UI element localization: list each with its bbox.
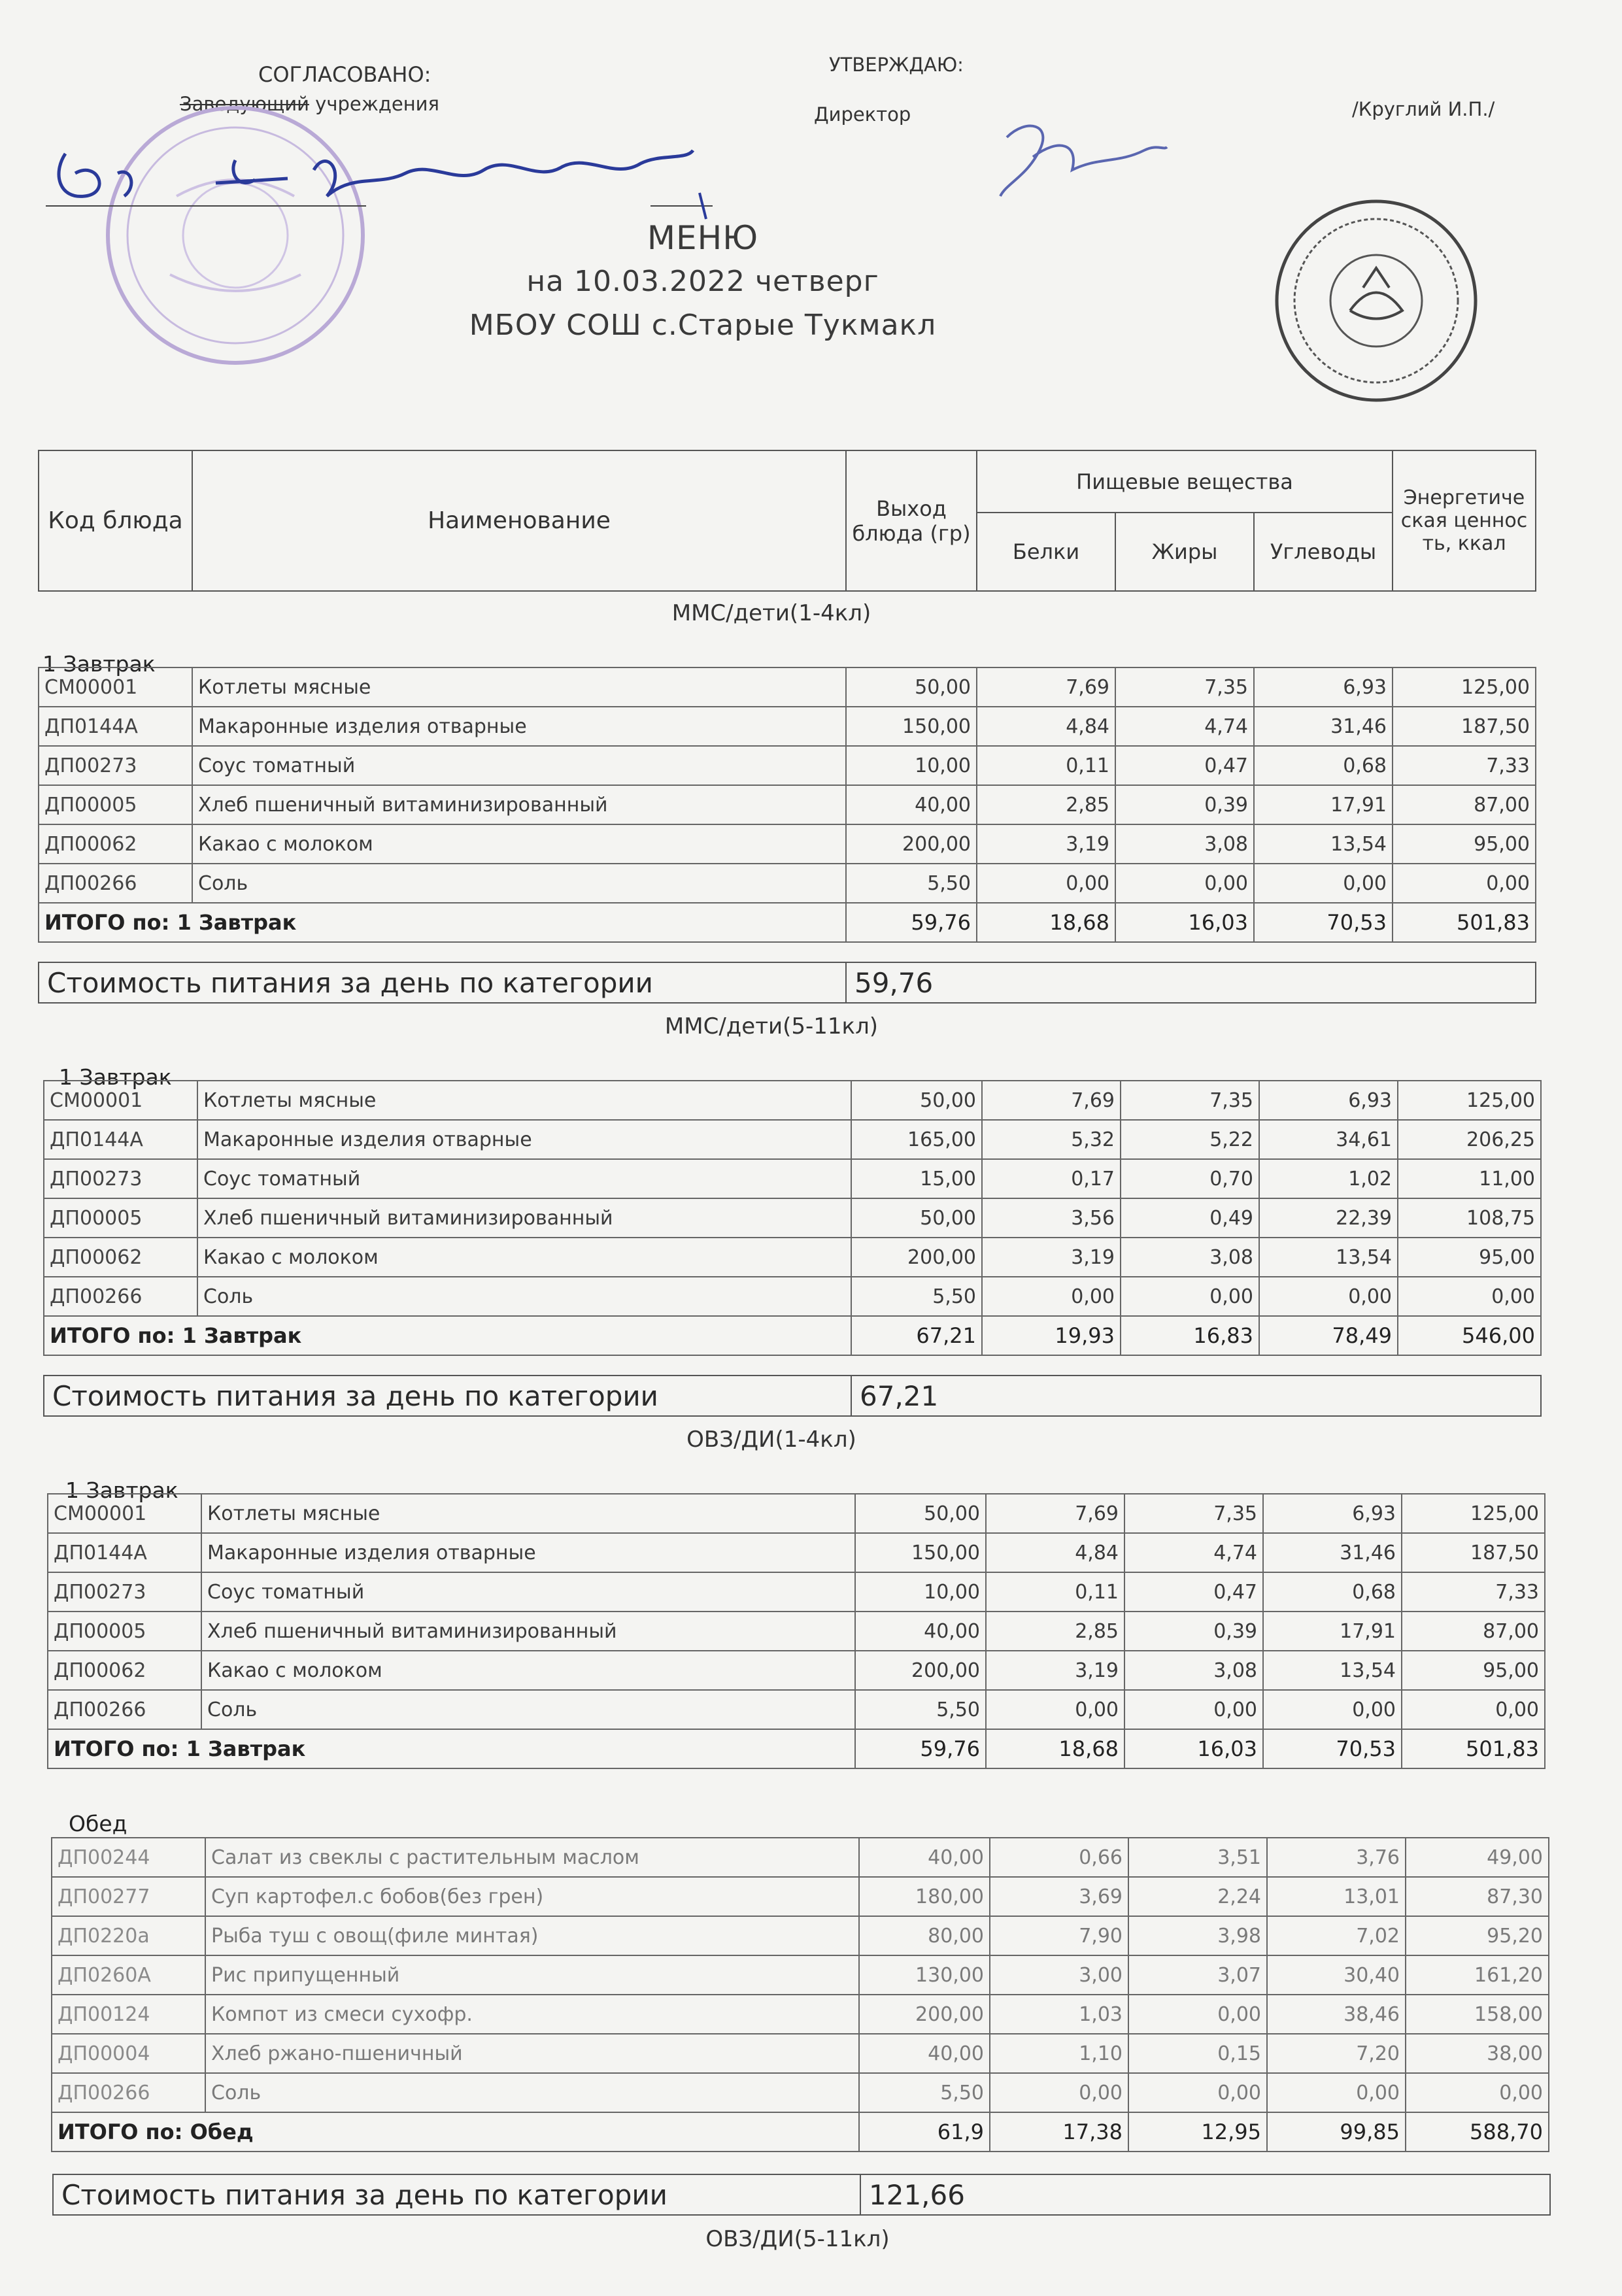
dish-yield: 50,00 [846, 667, 977, 707]
dish-carbs: 38,46 [1267, 1995, 1406, 2034]
total-label: ИТОГО по: 1 Завтрак [48, 1729, 855, 1768]
dish-code: ДП0144А [48, 1533, 201, 1572]
dish-energy: 108,75 [1398, 1198, 1541, 1238]
dish-name: Соль [201, 1690, 855, 1729]
total-row [48, 1729, 1545, 1768]
dish-protein: 4,84 [977, 707, 1115, 746]
dish-protein: 3,19 [977, 824, 1115, 864]
table-row [48, 1494, 1545, 1533]
dish-protein: 7,69 [982, 1081, 1121, 1120]
section-title: ОВЗ/ДИ(5-11кл) [705, 2226, 890, 2252]
dish-energy: 125,00 [1398, 1081, 1541, 1120]
dish-fat: 3,51 [1128, 1838, 1267, 1877]
dish-protein: 0,00 [986, 1690, 1124, 1729]
dish-carbs: 13,01 [1267, 1877, 1406, 1916]
dish-energy: 38,00 [1406, 2034, 1549, 2073]
dish-code: ДП00273 [44, 1159, 197, 1198]
total-fat: 16,03 [1124, 1729, 1263, 1768]
table-row [39, 707, 1536, 746]
table-row [48, 1651, 1545, 1690]
dish-protein: 0,11 [986, 1572, 1124, 1612]
director-signature [981, 111, 1170, 209]
dish-name: Соль [205, 2073, 859, 2112]
dish-yield: 50,00 [851, 1198, 982, 1238]
col-name: Наименование [192, 450, 846, 591]
dish-code: ДП00273 [39, 746, 192, 785]
dish-name: Рис припущенный [205, 1955, 859, 1995]
menu-block [51, 1837, 1549, 2152]
dish-fat: 7,35 [1115, 667, 1254, 707]
dish-name: Макаронные изделия отварные [192, 707, 846, 746]
cost-value: 59,76 [846, 962, 1536, 1003]
dish-fat: 0,47 [1124, 1572, 1263, 1612]
table-row [44, 1081, 1541, 1120]
dish-energy: 7,33 [1402, 1572, 1545, 1612]
dish-carbs: 22,39 [1259, 1198, 1398, 1238]
dish-fat: 3,08 [1124, 1651, 1263, 1690]
dish-protein: 1,10 [990, 2034, 1128, 2073]
dish-yield: 200,00 [846, 824, 977, 864]
dish-fat: 3,98 [1128, 1916, 1267, 1955]
dish-code: ДП00062 [48, 1651, 201, 1690]
column-header-table [38, 450, 1536, 592]
dish-protein: 3,69 [990, 1877, 1128, 1916]
dish-code: СМ00001 [44, 1081, 197, 1120]
dish-yield: 80,00 [859, 1916, 990, 1955]
dish-code: ДП00266 [39, 864, 192, 903]
dish-yield: 200,00 [855, 1651, 986, 1690]
dish-carbs: 31,46 [1263, 1533, 1402, 1572]
dish-protein: 0,00 [977, 864, 1115, 903]
dish-yield: 40,00 [855, 1612, 986, 1651]
dish-protein: 0,66 [990, 1838, 1128, 1877]
total-protein: 18,68 [986, 1729, 1124, 1768]
dish-name: Соль [197, 1277, 851, 1316]
dish-name: Соль [192, 864, 846, 903]
dish-energy: 7,33 [1393, 746, 1536, 785]
total-fat: 16,83 [1121, 1316, 1259, 1355]
dish-name: Макаронные изделия отварные [197, 1120, 851, 1159]
dish-carbs: 34,61 [1259, 1120, 1398, 1159]
dish-energy: 95,20 [1406, 1916, 1549, 1955]
col-nutrients: Пищевые вещества [977, 450, 1393, 513]
total-row [52, 2112, 1549, 2152]
dish-code: ДП00266 [52, 2073, 205, 2112]
col-protein: Белки [977, 513, 1115, 591]
head-word: Заведующий [180, 93, 309, 115]
dish-fat: 0,15 [1128, 2034, 1267, 2073]
dish-code: ДП0144А [39, 707, 192, 746]
dish-fat: 0,49 [1121, 1198, 1259, 1238]
dish-name: Какао с молоком [201, 1651, 855, 1690]
dish-code: СМ00001 [39, 667, 192, 707]
dish-code: ДП00005 [48, 1612, 201, 1651]
dish-energy: 206,25 [1398, 1120, 1541, 1159]
dish-name: Рыба туш с овощ(филе минтая) [205, 1916, 859, 1955]
dish-yield: 150,00 [855, 1533, 986, 1572]
approval-signature [39, 134, 713, 226]
dish-protein: 0,00 [982, 1277, 1121, 1316]
total-carbs: 70,53 [1254, 903, 1393, 942]
menu-title: МЕНЮ [647, 219, 759, 257]
table-row [52, 1877, 1549, 1916]
dish-fat: 4,74 [1124, 1533, 1263, 1572]
dish-yield: 10,00 [855, 1572, 986, 1612]
dish-fat: 5,22 [1121, 1120, 1259, 1159]
dish-code: ДП00004 [52, 2034, 205, 2073]
dish-protein: 0,11 [977, 746, 1115, 785]
dish-name: Котлеты мясные [201, 1494, 855, 1533]
dish-fat: 7,35 [1121, 1081, 1259, 1120]
dish-fat: 0,00 [1128, 1995, 1267, 2034]
dish-yield: 15,00 [851, 1159, 982, 1198]
total-label: ИТОГО по: 1 Завтрак [44, 1316, 851, 1355]
dish-carbs: 13,54 [1263, 1651, 1402, 1690]
dish-energy: 0,00 [1406, 2073, 1549, 2112]
dish-energy: 87,00 [1393, 785, 1536, 824]
institution-word: учреждения [315, 93, 439, 115]
dish-carbs: 1,02 [1259, 1159, 1398, 1198]
dish-code: ДП00005 [39, 785, 192, 824]
total-energy: 588,70 [1406, 2112, 1549, 2152]
dish-carbs: 0,68 [1254, 746, 1393, 785]
col-energy: Энергетическая ценность, ккал [1393, 450, 1536, 591]
dish-name: Хлеб ржано-пшеничный [205, 2034, 859, 2073]
dish-carbs: 30,40 [1267, 1955, 1406, 1995]
dish-fat: 2,24 [1128, 1877, 1267, 1916]
total-carbs: 78,49 [1259, 1316, 1398, 1355]
menu-block [47, 1493, 1546, 1769]
dish-carbs: 17,91 [1263, 1612, 1402, 1651]
cost-row [38, 962, 1536, 1004]
dish-carbs: 0,68 [1263, 1572, 1402, 1612]
dish-fat: 0,00 [1121, 1277, 1259, 1316]
dish-energy: 125,00 [1402, 1494, 1545, 1533]
dish-yield: 50,00 [855, 1494, 986, 1533]
cost-row [52, 2174, 1551, 2216]
dish-energy: 95,00 [1393, 824, 1536, 864]
dish-protein: 4,84 [986, 1533, 1124, 1572]
dish-yield: 5,50 [846, 864, 977, 903]
dish-carbs: 7,20 [1267, 2034, 1406, 2073]
dish-carbs: 13,54 [1254, 824, 1393, 864]
dish-code: ДП0144А [44, 1120, 197, 1159]
dish-code: ДП00062 [44, 1238, 197, 1277]
dish-name: Компот из смеси сухофр. [205, 1995, 859, 2034]
dish-protein: 3,00 [990, 1955, 1128, 1995]
dish-yield: 165,00 [851, 1120, 982, 1159]
dish-yield: 150,00 [846, 707, 977, 746]
dish-carbs: 0,00 [1254, 864, 1393, 903]
dish-code: ДП00244 [52, 1838, 205, 1877]
col-fat: Жиры [1115, 513, 1254, 591]
cost-label: Стоимость питания за день по категории [39, 962, 846, 1003]
dish-name: Салат из свеклы с растительным маслом [205, 1838, 859, 1877]
total-yield: 59,76 [846, 903, 977, 942]
dish-energy: 87,00 [1402, 1612, 1545, 1651]
meal-label: 1 Завтрак [65, 1477, 178, 1503]
dish-protein: 3,56 [982, 1198, 1121, 1238]
total-yield: 59,76 [855, 1729, 986, 1768]
dish-name: Котлеты мясные [197, 1081, 851, 1120]
dish-protein: 3,19 [982, 1238, 1121, 1277]
table-row [44, 1198, 1541, 1238]
dish-energy: 95,00 [1402, 1651, 1545, 1690]
agreed-label: СОГЛАСОВАНО: [258, 62, 431, 87]
cost-value: 67,21 [851, 1376, 1541, 1416]
dish-name: Какао с молоком [197, 1238, 851, 1277]
dish-fat: 3,08 [1115, 824, 1254, 864]
table-row [52, 1955, 1549, 1995]
cost-row [43, 1375, 1542, 1417]
total-yield: 61,9 [859, 2112, 990, 2152]
dish-name: Суп картофел.с бобов(без грен) [205, 1877, 859, 1916]
dish-protein: 3,19 [986, 1651, 1124, 1690]
dish-carbs: 6,93 [1263, 1494, 1402, 1533]
dish-carbs: 31,46 [1254, 707, 1393, 746]
table-row [52, 1995, 1549, 2034]
dish-energy: 125,00 [1393, 667, 1536, 707]
table-row [39, 824, 1536, 864]
cost-label: Стоимость питания за день по категории [53, 2174, 860, 2215]
table-row [44, 1120, 1541, 1159]
table-row [39, 785, 1536, 824]
dish-fat: 3,08 [1121, 1238, 1259, 1277]
dish-name: Котлеты мясные [192, 667, 846, 707]
dish-code: ДП0220а [52, 1916, 205, 1955]
dish-code: ДП00062 [39, 824, 192, 864]
dish-fat: 3,07 [1128, 1955, 1267, 1995]
dish-energy: 187,50 [1393, 707, 1536, 746]
approve-label: УТВЕРЖДАЮ: [829, 54, 964, 76]
dish-fat: 4,74 [1115, 707, 1254, 746]
dish-fat: 0,70 [1121, 1159, 1259, 1198]
dish-yield: 5,50 [855, 1690, 986, 1729]
dish-name: Соус томатный [197, 1159, 851, 1198]
dish-fat: 0,39 [1124, 1612, 1263, 1651]
dish-yield: 40,00 [859, 2034, 990, 2073]
dish-energy: 187,50 [1402, 1533, 1545, 1572]
dish-protein: 0,17 [982, 1159, 1121, 1198]
total-energy: 501,83 [1402, 1729, 1545, 1768]
dish-fat: 0,47 [1115, 746, 1254, 785]
director-label: Директор [814, 103, 911, 126]
cost-value: 121,66 [860, 2174, 1550, 2215]
school-name: МБОУ СОШ с.Старые Тукмакл [469, 309, 937, 342]
total-fat: 16,03 [1115, 903, 1254, 942]
dish-name: Хлеб пшеничный витаминизированный [192, 785, 846, 824]
director-name: /Круглий И.П./ [1352, 98, 1495, 120]
dish-fat: 0,00 [1128, 2073, 1267, 2112]
dish-name: Соус томатный [201, 1572, 855, 1612]
total-protein: 19,93 [982, 1316, 1121, 1355]
dish-energy: 49,00 [1406, 1838, 1549, 1877]
table-row [52, 2073, 1549, 2112]
table-row [44, 1238, 1541, 1277]
menu-date: на 10.03.2022 четверг [526, 265, 879, 298]
dish-energy: 11,00 [1398, 1159, 1541, 1198]
dish-energy: 0,00 [1402, 1690, 1545, 1729]
table-row [52, 1916, 1549, 1955]
dish-carbs: 3,76 [1267, 1838, 1406, 1877]
dish-yield: 40,00 [859, 1838, 990, 1877]
dish-fat: 0,00 [1115, 864, 1254, 903]
dish-code: СМ00001 [48, 1494, 201, 1533]
dish-code: ДП00266 [44, 1277, 197, 1316]
dish-code: ДП00124 [52, 1995, 205, 2034]
dish-protein: 7,90 [990, 1916, 1128, 1955]
dish-energy: 95,00 [1398, 1238, 1541, 1277]
table-row [48, 1690, 1545, 1729]
total-energy: 546,00 [1398, 1316, 1541, 1355]
meal-label: Обед [69, 1811, 127, 1836]
table-row [39, 864, 1536, 903]
total-protein: 17,38 [990, 2112, 1128, 2152]
meal-label: 1 Завтрак [59, 1064, 172, 1090]
table-row [48, 1533, 1545, 1572]
table-row [39, 746, 1536, 785]
dish-energy: 0,00 [1393, 864, 1536, 903]
total-protein: 18,68 [977, 903, 1115, 942]
meal-label: 1 Завтрак [42, 651, 156, 677]
dish-yield: 200,00 [851, 1238, 982, 1277]
dish-energy: 87,30 [1406, 1877, 1549, 1916]
section-title: ОВЗ/ДИ(1-4кл) [686, 1427, 856, 1453]
dish-protein: 2,85 [977, 785, 1115, 824]
table-row [52, 1838, 1549, 1877]
dish-carbs: 0,00 [1267, 2073, 1406, 2112]
dish-name: Макаронные изделия отварные [201, 1533, 855, 1572]
dish-yield: 10,00 [846, 746, 977, 785]
dish-energy: 0,00 [1398, 1277, 1541, 1316]
total-yield: 67,21 [851, 1316, 982, 1355]
dish-carbs: 7,02 [1267, 1916, 1406, 1955]
dish-protein: 5,32 [982, 1120, 1121, 1159]
total-carbs: 70,53 [1263, 1729, 1402, 1768]
cost-label: Стоимость питания за день по категории [44, 1376, 851, 1416]
dish-yield: 5,50 [851, 1277, 982, 1316]
dish-fat: 0,00 [1124, 1690, 1263, 1729]
col-carbs: Углеводы [1254, 513, 1393, 591]
table-row [48, 1612, 1545, 1651]
dish-name: Какао с молоком [192, 824, 846, 864]
dish-code: ДП00277 [52, 1877, 205, 1916]
dish-code: ДП0260А [52, 1955, 205, 1995]
dish-protein: 7,69 [977, 667, 1115, 707]
dish-yield: 200,00 [859, 1995, 990, 2034]
dish-carbs: 6,93 [1254, 667, 1393, 707]
table-row [44, 1159, 1541, 1198]
dish-fat: 7,35 [1124, 1494, 1263, 1533]
dish-energy: 158,00 [1406, 1995, 1549, 2034]
menu-block [43, 1080, 1542, 1356]
dish-code: ДП00266 [48, 1690, 201, 1729]
table-row [44, 1277, 1541, 1316]
dish-protein: 0,00 [990, 2073, 1128, 2112]
table-row [48, 1572, 1545, 1612]
dish-yield: 5,50 [859, 2073, 990, 2112]
total-carbs: 99,85 [1267, 2112, 1406, 2152]
dish-protein: 7,69 [986, 1494, 1124, 1533]
dish-energy: 161,20 [1406, 1955, 1549, 1995]
total-fat: 12,95 [1128, 2112, 1267, 2152]
dish-carbs: 13,54 [1259, 1238, 1398, 1277]
dish-code: ДП00273 [48, 1572, 201, 1612]
col-yield: Выход блюда (гр) [846, 450, 977, 591]
dish-carbs: 0,00 [1263, 1690, 1402, 1729]
dish-fat: 0,39 [1115, 785, 1254, 824]
table-row [39, 667, 1536, 707]
dish-name: Хлеб пшеничный витаминизированный [197, 1198, 851, 1238]
dish-name: Соус томатный [192, 746, 846, 785]
dish-name: Хлеб пшеничный витаминизированный [201, 1612, 855, 1651]
total-row [44, 1316, 1541, 1355]
dish-yield: 130,00 [859, 1955, 990, 1995]
dish-protein: 2,85 [986, 1612, 1124, 1651]
dish-carbs: 6,93 [1259, 1081, 1398, 1120]
dish-yield: 40,00 [846, 785, 977, 824]
total-row [39, 903, 1536, 942]
total-energy: 501,83 [1393, 903, 1536, 942]
dish-yield: 50,00 [851, 1081, 982, 1120]
total-label: ИТОГО по: 1 Завтрак [39, 903, 846, 942]
menu-block [38, 667, 1536, 943]
dish-carbs: 17,91 [1254, 785, 1393, 824]
dish-code: ДП00005 [44, 1198, 197, 1238]
section-title: ММС/дети(1-4кл) [671, 600, 871, 626]
dish-carbs: 0,00 [1259, 1277, 1398, 1316]
dish-yield: 180,00 [859, 1877, 990, 1916]
total-label: ИТОГО по: Обед [52, 2112, 859, 2152]
col-code: Код блюда [39, 450, 192, 591]
table-row [52, 2034, 1549, 2073]
dish-protein: 1,03 [990, 1995, 1128, 2034]
section-title: ММС/дети(5-11кл) [664, 1013, 879, 1039]
